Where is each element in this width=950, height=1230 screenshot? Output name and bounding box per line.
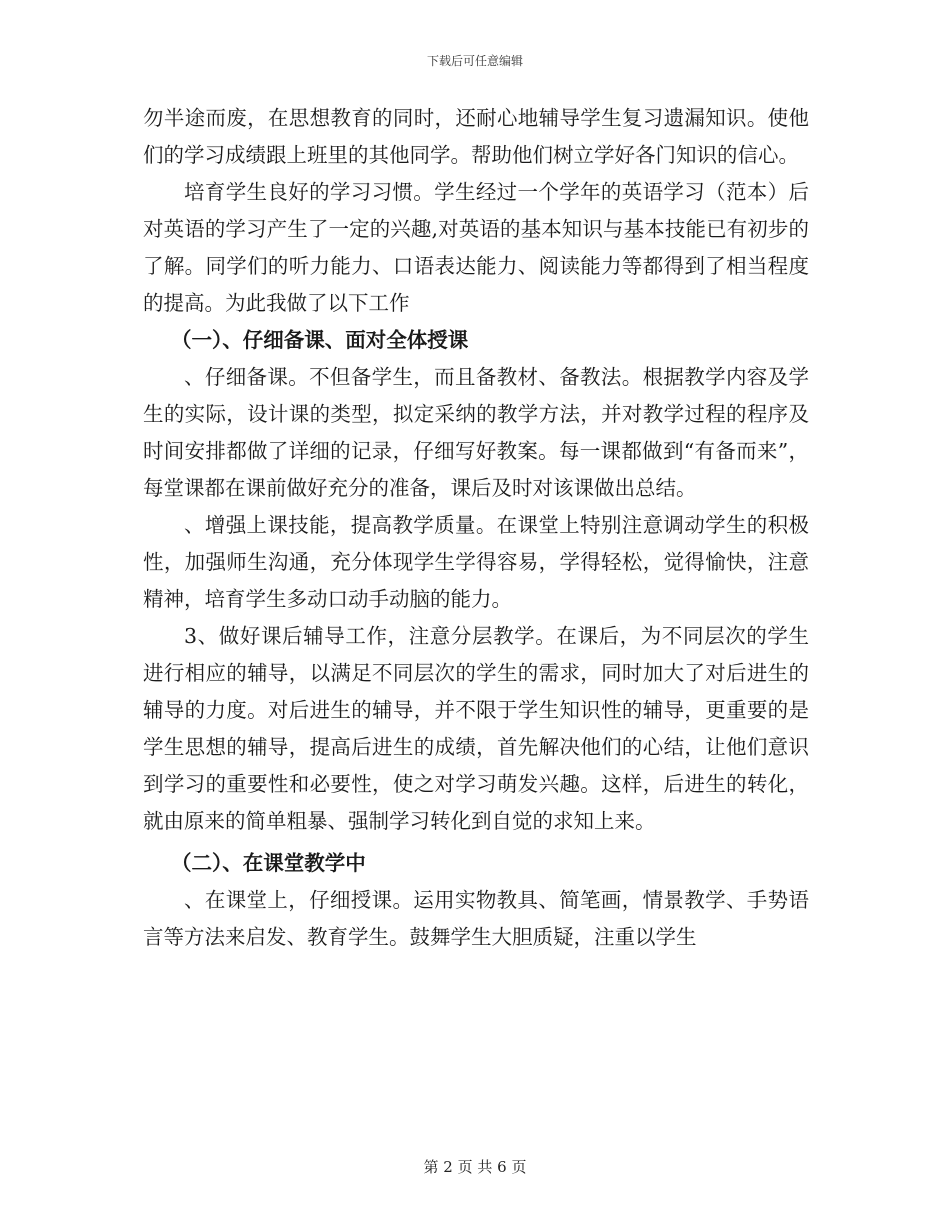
page-header: 下载后可任意编辑 [426,54,523,68]
paragraph-1: 勿半途而废，在思想教育的同时，还耐心地辅导学生复习遗漏知识。使他们的学习成绩跟上班里的其他同学。帮助他们树立学好各门知识的信心。 [143,106,809,167]
paragraph-3: 、仔细备课。不但备学生，而且备教材、备教法。根据教学内容及学生的实际，设计课的类型，拟定采纳的教学方法，并对教学过程的程序及时间安排都做了详细的记录，仔细写好教案。每一课都做到“有备而来”，每堂课都在课前做好充分的准备，课后及时对该课做出总结。 [143,365,809,500]
section-heading-1: （一）、仔细备课、面对全体授课 [171,328,469,352]
document-body [143,100,809,956]
section-heading-2: （二）、在课堂教学中 [171,851,366,875]
page-number: 第 2 页 共 6 页 [423,1158,527,1176]
paragraph-5: 3、做好课后辅导工作，注意分层教学。在课后，为不同层次的学生进行相应的辅导，以满足不同层次的学生的需求，同时加大了对后进生的辅导的力度。对后进生的辅导，并不限于学生知识性的辅导，更重要的是学生思想的辅导，提高后进生的成绩，首先解决他们的心结，让他们意识到学习的重要性和必要性，使之对学习萌发兴趣。这样，后进生的转化，就由原来的简单粗暴、强制学习转化到自觉的求知上来。 [143,624,809,833]
paragraph-4: 、增强上课技能，提高教学质量。在课堂上特别注意调动学生的积极性，加强师生沟通，充分体现学生学得容易，学得轻松，觉得愉快，注意精神，培育学生多动口动手动脑的能力。 [143,513,809,611]
paragraph-2: 培育学生良好的学习习惯。学生经过一个学年的英语学习（范本）后对英语的学习产生了一定的兴趣,对英语的基本知识与基本技能已有初步的了解。同学们的听力能力、口语表达能力、阅读能力等都得到了相当程度的提高。为此我做了以下工作 [143,180,809,315]
paragraph-6: 、在课堂上，仔细授课。运用实物教具、简笔画，情景教学、手势语言等方法来启发、教育学生。鼓舞学生大胆质疑，注重以学生 [143,888,809,949]
